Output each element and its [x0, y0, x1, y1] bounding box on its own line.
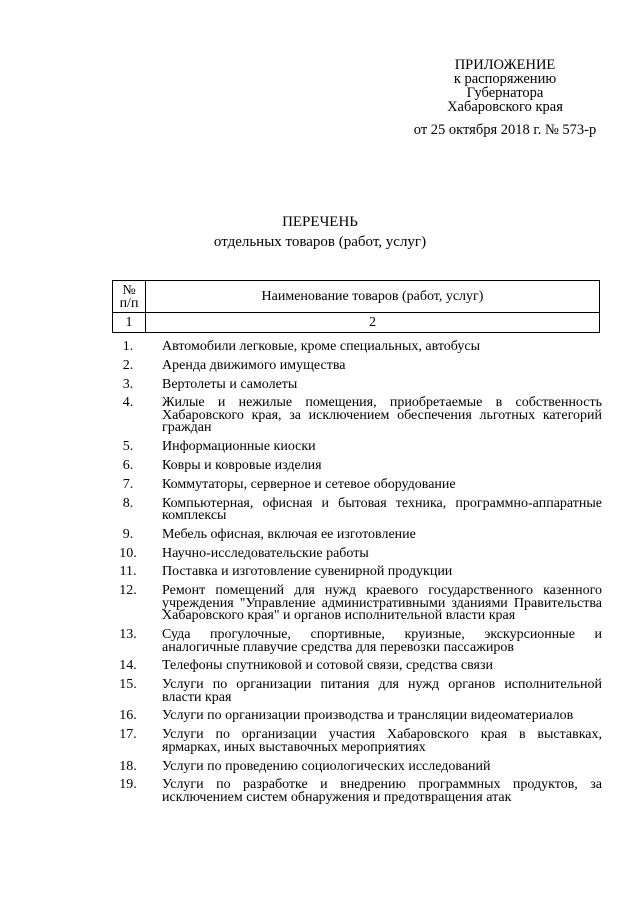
list-item-number: 7.	[122, 476, 134, 492]
appendix-date: от 25 октября 2018 г. № 573-р	[413, 122, 597, 138]
appendix-title: ПРИЛОЖЕНИЕ	[454, 57, 556, 73]
list-item-text: Автомобили легковые, кроме специальных, автобусы	[162, 339, 480, 354]
list-item-text: Компьютерная, офисная и бытовая техника, программно-аппаратные комплексы	[162, 495, 602, 524]
goods-list	[112, 341, 602, 811]
list-item-number: 17.	[119, 727, 137, 743]
column-index-row	[113, 313, 600, 333]
column-index-2: 2	[146, 313, 600, 333]
list-item-text: Телефоны спутниковой и сотовой связи, средства связи	[162, 658, 493, 674]
list-item-number: 10.	[119, 545, 137, 561]
document-title-block	[0, 212, 640, 252]
list-item-number: 15.	[119, 677, 137, 693]
list-item-text: Поставка и изготовление сувенирной продукции	[162, 564, 453, 580]
list-item-text: Вертолеты и самолеты	[162, 376, 298, 392]
header-number-abbr: п/п	[119, 295, 139, 311]
list-item-text: Услуги по разработке и внедрению программных продуктов, за исключением систем обнаружения и предотвращения атак	[162, 777, 602, 805]
list-item	[112, 679, 602, 704]
list-item-text: Мебель офисная, включая ее изготовление	[162, 526, 416, 542]
list-item-text: Ковры и ковровые изделия	[162, 457, 322, 473]
list-item-text: Аренда движимого имущества	[162, 357, 346, 373]
list-item-number: 12.	[119, 583, 137, 599]
list-item	[112, 710, 602, 723]
header-number-cell	[113, 281, 146, 313]
list-item	[112, 545, 602, 561]
list-item-number: 9.	[122, 526, 134, 542]
list-item-text: Услуги по организации производства и трансляции видеоматериалов	[162, 708, 574, 724]
list-item-number: 3.	[122, 376, 134, 392]
list-item-number: 11.	[119, 564, 137, 580]
list-item	[112, 566, 602, 579]
list-item-number: 8.	[122, 495, 134, 511]
list-item-text: Услуги по организации питания для нужд органов исполнительной власти края	[162, 677, 602, 705]
list-item	[112, 758, 602, 774]
column-index-1: 1	[113, 313, 146, 333]
list-item-text: Жилые и нежилые помещения, приобретаемые в собственность Хабаровского края, за исключением обеспечения льготных категорий граждан	[162, 395, 602, 436]
list-item-number: 4.	[122, 395, 134, 411]
appendix-line-order: к распоряжению	[453, 71, 557, 87]
header-name-cell: Наименование товаров (работ, услуг)	[146, 281, 600, 313]
list-item	[112, 526, 602, 542]
list-item	[112, 357, 602, 373]
list-item-number: 5.	[122, 439, 134, 455]
list-item-text: Услуги по организации участия Хабаровского края в выставках, ярмарках, иных выставочных мероприятиях	[162, 727, 602, 755]
list-item-number: 14.	[119, 658, 137, 674]
list-item	[112, 660, 602, 673]
list-item-text: Услуги по проведению социологических исследований	[162, 758, 491, 774]
list-item-text: Коммутаторы, серверное и сетевое оборудование	[162, 476, 456, 492]
list-item-number: 2.	[122, 357, 134, 373]
list-item-number: 13.	[119, 627, 137, 643]
list-item-number: 6.	[122, 457, 134, 473]
list-item	[112, 397, 602, 435]
list-item	[112, 495, 602, 524]
list-item-number: 1.	[122, 339, 134, 354]
list-item-text: Информационные киоски	[162, 439, 316, 455]
list-item-text: Научно-исследовательские работы	[162, 545, 369, 561]
appendix-line-governor: Губернатора	[466, 85, 544, 101]
list-item-number: 18.	[119, 758, 137, 774]
list-item	[112, 629, 602, 654]
list-item	[112, 476, 602, 492]
appendix-line-region: Хабаровского края	[447, 99, 563, 115]
list-item-number: 16.	[119, 708, 137, 724]
list-item	[112, 779, 602, 804]
appendix-header	[395, 58, 615, 137]
header-number-symbol: №	[122, 282, 136, 298]
document-subtitle: отдельных товаров (работ, услуг)	[213, 234, 427, 250]
header-row	[113, 281, 600, 313]
document-title: ПЕРЕЧЕНЬ	[282, 214, 358, 230]
list-item	[112, 457, 602, 473]
list-item	[112, 376, 602, 392]
list-item-text: Суда прогулочные, спортивные, круизные, экскурсионные и аналогичные плавучие средства для перевозки пассажиров	[162, 627, 602, 655]
list-item-number: 19.	[119, 777, 137, 793]
list-header-table	[112, 280, 600, 333]
list-item	[112, 729, 602, 754]
list-item	[112, 341, 602, 354]
list-item	[112, 585, 602, 623]
list-item	[112, 441, 602, 454]
list-item-text: Ремонт помещений для нужд краевого государственного казенного учреждения "Управление административными зданиями Правительства Хабаровского края" и органов исполнительной власти края	[162, 583, 602, 624]
